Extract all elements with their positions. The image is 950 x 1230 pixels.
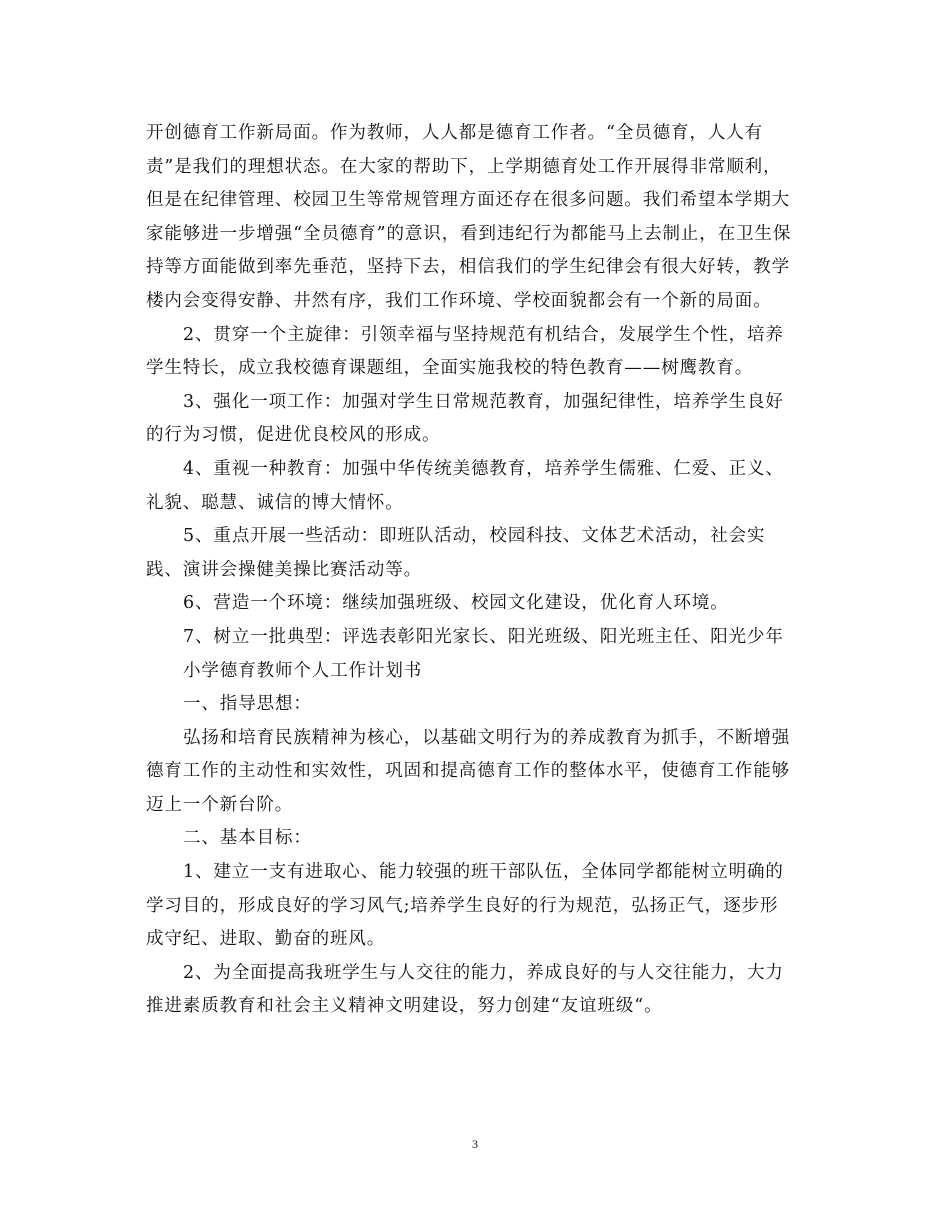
section-heading: 二、基本目标： bbox=[183, 828, 312, 849]
text-line: 7、树立一批典型：评选表彰阳光家长、阳光班级、阳光班主任、阳光少年 bbox=[183, 626, 784, 647]
text-line: 3、强化一项工作：加强对学生日常规范教育，加强纪律性，培养学生良好 bbox=[183, 391, 784, 412]
text-line: 礼貌、聪慧、诚信的博大情怀。 bbox=[146, 492, 404, 513]
page-number: 3 bbox=[472, 1137, 478, 1151]
text-line: 责”是我们的理想状态。在大家的帮助下，上学期德育处工作开展得非常顺利， bbox=[146, 156, 782, 177]
text-line: 2、为全面提高我班学生与人交往的能力，养成良好的与人交往能力，大力 bbox=[183, 962, 784, 983]
text-line: 迈上一个新台阶。 bbox=[146, 794, 294, 815]
document-body bbox=[146, 117, 806, 1024]
text-line: 2、贯穿一个主旋律：引领幸福与坚持规范有机结合，发展学生个性，培养 bbox=[183, 324, 784, 345]
text-line: 1、建立一支有进取心、能力较强的班干部队伍，全体同学都能树立明确的 bbox=[183, 862, 784, 883]
text-line: 开创德育工作新局面。作为教师，人人都是德育工作者。“全员德育，人人有 bbox=[146, 123, 764, 143]
text-line: 践、演讲会操健美操比赛活动等。 bbox=[146, 559, 422, 580]
text-line: 成守纪、进取、勤奋的班风。 bbox=[146, 929, 386, 950]
text-line: 持等方面能做到率先垂范，坚持下去，相信我们的学生纪律会有很大好转，教学 bbox=[146, 257, 790, 278]
text-line: 但是在纪律管理、校园卫生等常规管理方面还存在很多问题。我们希望本学期大 bbox=[146, 190, 790, 211]
text-line: 弘扬和培育民族精神为核心，以基础文明行为的养成教育为抓手，不断增强 bbox=[183, 727, 791, 748]
section-heading: 一、指导思想： bbox=[183, 694, 312, 715]
text-line: 德育工作的主动性和实效性，巩固和提高德育工作的整体水平，使德育工作能够 bbox=[146, 761, 790, 782]
section-title: 小学德育教师个人工作计划书 bbox=[183, 660, 423, 681]
text-line: 的行为习惯，促进优良校风的形成。 bbox=[146, 425, 441, 446]
text-line: 4、重视一种教育：加强中华传统美德教育，培养学生儒雅、仁爱、正义、 bbox=[183, 458, 784, 479]
text-line: 楼内会变得安静、井然有序，我们工作环境、学校面貌都会有一个新的局面。 bbox=[146, 290, 772, 311]
text-line: 推进素质教育和社会主义精神文明建设，努力创建“友谊班级“。 bbox=[146, 996, 663, 1017]
text-line: 6、营造一个环境：继续加强班级、校园文化建设，优化育人环境。 bbox=[183, 593, 729, 614]
text-line: 学习目的，形成良好的学习风气;培养学生良好的行为规范，弘扬正气，逐步形 bbox=[146, 895, 779, 916]
text-line: 学生特长，成立我校德育课题组，全面实施我校的特色教育——树鹰教育。 bbox=[146, 358, 754, 379]
text-line: 家能够进一步增强“全员德育”的意识，看到违纪行为都能马上去制止，在卫生保 bbox=[146, 223, 792, 244]
text-line: 5、重点开展一些活动：即班队活动，校园科技、文体艺术活动，社会实 bbox=[183, 526, 766, 547]
